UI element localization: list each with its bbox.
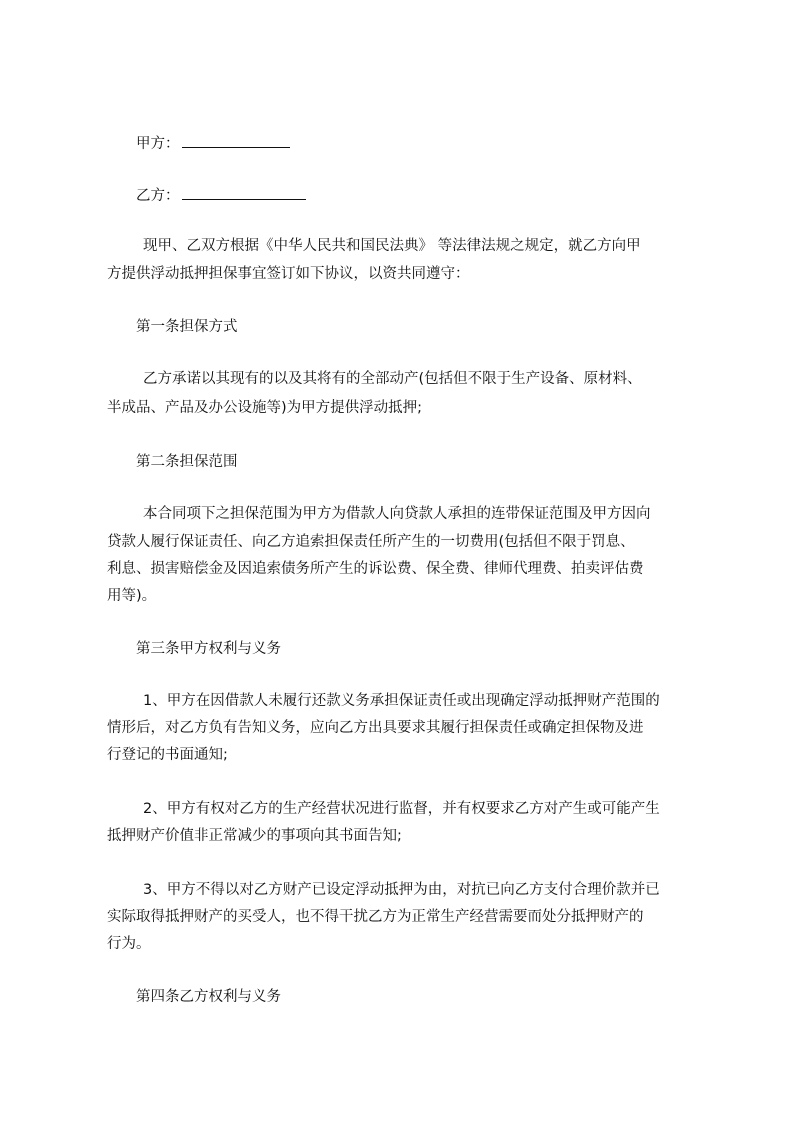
party-a-line <box>136 133 290 154</box>
party-a-blank <box>182 133 290 148</box>
article-3-clause-3-line: 实际取得抵押财产的买受人，也不得干扰乙方为正常生产经营需要而处分抵押财产的 <box>107 909 644 925</box>
article-2-line: 用等)。 <box>107 588 157 604</box>
article-4-heading: 第四条乙方权利与义务 <box>136 989 281 1005</box>
article-2-line: 贷款人履行保证责任、向乙方追索担保责任所产生的一切费用(包括但不限于罚息、 <box>107 534 635 550</box>
article-3-clause-1-line: 1、甲方在因借款人未履行还款义务承担保证责任或出现确定浮动抵押财产范围的 <box>143 693 660 709</box>
party-b-blank <box>182 185 306 200</box>
preamble-line: 方提供浮动抵押担保事宜签订如下协议，以资共同遵守： <box>107 266 470 282</box>
article-3-clause-2-line: 2、甲方有权对乙方的生产经营状况进行监督，并有权要求乙方对产生或可能产生 <box>143 801 660 817</box>
article-3-clause-2-line: 抵押财产价值非正常减少的事项向其书面告知; <box>107 828 402 844</box>
article-2-line: 利息、损害赔偿金及因追索债务所产生的诉讼费、保全费、律师代理费、拍卖评估费 <box>107 561 644 577</box>
article-1-heading: 第一条担保方式 <box>136 319 238 335</box>
article-3-clause-3-line: 行为。 <box>107 936 151 952</box>
party-b-line <box>136 185 306 206</box>
preamble-line: 现甲、乙双方根据《中华人民共和国民法典》 等法律法规之规定，就乙方向甲 <box>143 238 641 254</box>
article-3-clause-1-line: 情形后，对乙方负有告知义务，应向乙方出具要求其履行担保责任或确定担保物及进 <box>107 720 644 736</box>
article-1-line: 半成品、产品及办公设施等)为甲方提供浮动抵押; <box>107 400 423 416</box>
article-3-heading: 第三条甲方权利与义务 <box>136 641 281 657</box>
article-3-clause-3-line: 3、甲方不得以对乙方财产已设定浮动抵押为由，对抗已向乙方支付合理价款并已 <box>143 882 660 898</box>
article-2-heading: 第二条担保范围 <box>136 454 238 470</box>
party-a-label: 甲方： <box>136 136 180 152</box>
article-3-clause-1-line: 行登记的书面通知; <box>107 747 228 763</box>
article-2-line: 本合同项下之担保范围为甲方为借款人向贷款人承担的连带保证范围及甲方因向 <box>143 506 651 522</box>
party-b-label: 乙方： <box>136 188 180 204</box>
article-1-line: 乙方承诺以其现有的以及其将有的全部动产(包括但不限于生产设备、原材料、 <box>143 371 642 387</box>
